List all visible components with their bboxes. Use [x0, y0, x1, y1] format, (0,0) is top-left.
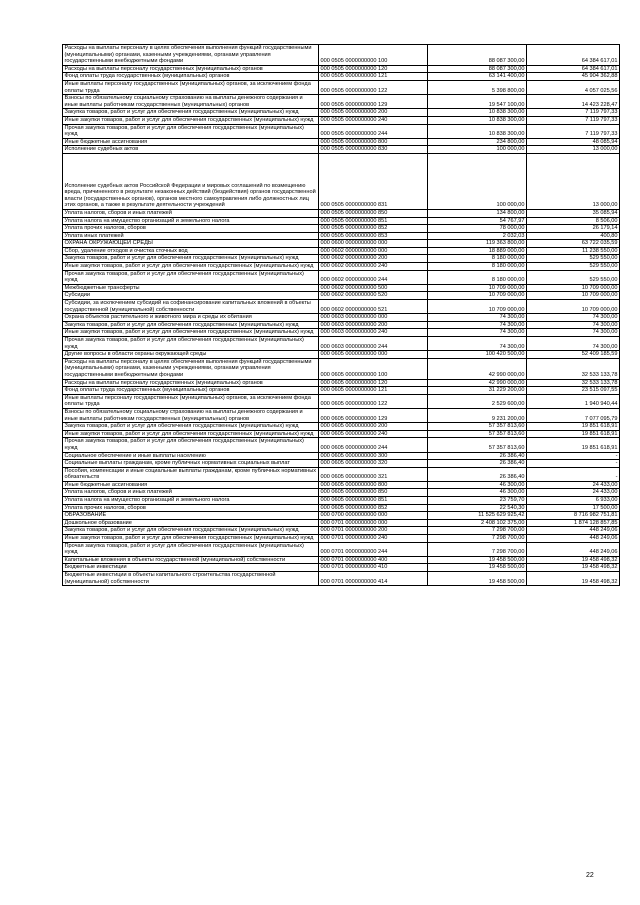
row-code: 000 0505 0000000000 852 — [319, 225, 428, 233]
row-plan-amount: 19 458 500,00 — [428, 556, 527, 564]
row-plan-amount: 88 087 300,00 — [428, 45, 527, 66]
row-actual-amount: - — [527, 452, 620, 460]
row-plan-amount: 18 889 000,00 — [428, 247, 527, 255]
table-row — [63, 255, 620, 263]
table-row — [63, 80, 620, 94]
row-code: 000 0605 0000000000 240 — [319, 430, 428, 438]
row-actual-amount: 74 300,00 — [527, 329, 620, 337]
row-actual-amount: 19 458 498,32 — [527, 556, 620, 564]
row-plan-amount: 63 141 400,00 — [428, 73, 527, 81]
row-actual-amount: 64 384 617,01 — [527, 45, 620, 66]
table-row — [63, 138, 620, 146]
table-body — [63, 45, 620, 586]
row-plan-amount: 26 386,40 — [428, 460, 527, 468]
row-actual-amount: 8 506,00 — [527, 217, 620, 225]
row-actual-amount: 529 550,00 — [527, 270, 620, 284]
row-actual-amount: 19 851 618,91 — [527, 423, 620, 431]
table-row — [63, 430, 620, 438]
table-row — [63, 497, 620, 505]
row-plan-amount: 100 420 500,00 — [428, 351, 527, 359]
row-plan-amount: 8 180 000,00 — [428, 255, 527, 263]
row-name: Дошкольное образование — [63, 519, 319, 527]
row-code: 000 0605 0000000000 850 — [319, 489, 428, 497]
table-row — [63, 232, 620, 240]
row-plan-amount: 234 800,00 — [428, 138, 527, 146]
row-code: 000 0505 0000000000 830 — [319, 146, 428, 154]
row-actual-amount: 14 423 228,47 — [527, 95, 620, 109]
row-code: 000 0605 0000000000 300 — [319, 452, 428, 460]
table-row — [63, 358, 620, 379]
table-row — [63, 240, 620, 248]
row-plan-amount: 7 298 700,00 — [428, 527, 527, 535]
row-name: Иные закупки товаров, работ и услуг для обеспечения государственных (муниципальных) нужд — [63, 430, 319, 438]
row-name: Уплата иных платежей — [63, 232, 319, 240]
row-name: ОХРАНА ОКРУЖАЮЩЕЙ СРЕДЫ — [63, 240, 319, 248]
row-code: 000 0505 0000000000 831 — [319, 153, 428, 209]
row-name: Иные закупки товаров, работ и услуг для обеспечения государственных (муниципальных) нужд — [63, 116, 319, 124]
row-code: 000 0602 0000000000 500 — [319, 284, 428, 292]
row-actual-amount: 19 851 618,91 — [527, 438, 620, 452]
row-actual-amount: 1 940 940,44 — [527, 394, 620, 408]
row-plan-amount: 10 709 000,00 — [428, 292, 527, 300]
row-plan-amount: 74 300,00 — [428, 321, 527, 329]
row-actual-amount: 400,80 — [527, 232, 620, 240]
row-actual-amount: - — [527, 460, 620, 468]
row-name: Взносы по обязательному социальному страхованию на выплаты денежного содержания и иные выплаты работникам государственных (муниципальных) органов — [63, 408, 319, 422]
row-plan-amount: 8 180 000,00 — [428, 270, 527, 284]
row-code: 000 0605 0000000000 100 — [319, 358, 428, 379]
row-actual-amount: 19 851 618,91 — [527, 430, 620, 438]
row-actual-amount: 23 515 097,55 — [527, 387, 620, 395]
table-row — [63, 300, 620, 314]
row-name: Субсидии — [63, 292, 319, 300]
table-row — [63, 146, 620, 154]
row-code: 000 0602 0000000000 244 — [319, 270, 428, 284]
row-actual-amount: 6 933,00 — [527, 497, 620, 505]
row-name: Межбюджетные трансферты — [63, 284, 319, 292]
row-actual-amount: 45 904 362,88 — [527, 73, 620, 81]
row-name: Закупка товаров, работ и услуг для обеспечения государственных (муниципальных) нужд — [63, 109, 319, 117]
row-actual-amount: 448 249,06 — [527, 527, 620, 535]
row-name: Субсидии, за исключением субсидий на софинансирование капитальных вложений в объекты государственной (муниципальной) собственности — [63, 300, 319, 314]
row-code: 000 0605 0000000000 000 — [319, 351, 428, 359]
row-code: 000 0701 0000000000 000 — [319, 519, 428, 527]
table-row — [63, 329, 620, 337]
row-actual-amount: 13 000,00 — [527, 146, 620, 154]
row-plan-amount: 42 990 000,00 — [428, 379, 527, 387]
table-row — [63, 124, 620, 138]
table-row — [63, 467, 620, 481]
row-code: 000 0605 0000000000 800 — [319, 481, 428, 489]
row-actual-amount: 4 057 025,56 — [527, 80, 620, 94]
row-code: 000 0505 0000000000 800 — [319, 138, 428, 146]
row-actual-amount: 529 550,00 — [527, 255, 620, 263]
row-code: 000 0605 0000000000 321 — [319, 467, 428, 481]
row-actual-amount: 24 433,00 — [527, 481, 620, 489]
row-code: 000 0605 0000000000 120 — [319, 379, 428, 387]
row-plan-amount: 31 229 200,00 — [428, 387, 527, 395]
row-code: 000 0505 0000000000 129 — [319, 95, 428, 109]
table-row — [63, 209, 620, 217]
row-actual-amount: 1 874 128 857,85 — [527, 519, 620, 527]
row-code: 000 0505 0000000000 240 — [319, 116, 428, 124]
row-name: Закупка товаров, работ и услуг для обеспечения государственных (муниципальных) нужд — [63, 527, 319, 535]
table-row — [63, 284, 620, 292]
row-name: Уплата налога на имущество организаций и земельного налога — [63, 217, 319, 225]
table-row — [63, 512, 620, 520]
row-actual-amount: 7 119 797,33 — [527, 124, 620, 138]
row-code: 000 0605 0000000000 244 — [319, 438, 428, 452]
row-name: Расходы на выплаты персоналу в целях обеспечения выполнения функций государственными (муниципальными) органами, казенными учреждениями, органами управления государственными внебюджетными фондами — [63, 358, 319, 379]
row-actual-amount: 74 300,00 — [527, 314, 620, 322]
row-actual-amount: 48 085,94 — [527, 138, 620, 146]
row-code: 000 0603 0000000000 240 — [319, 329, 428, 337]
row-code: 000 0602 0000000000 521 — [319, 300, 428, 314]
table-row — [63, 438, 620, 452]
table-row — [63, 153, 620, 209]
row-name: Фонд оплаты труда государственных (муниципальных) органов — [63, 73, 319, 81]
row-plan-amount: 74 300,00 — [428, 329, 527, 337]
row-code: 000 0605 0000000000 129 — [319, 408, 428, 422]
row-actual-amount: 74 300,00 — [527, 337, 620, 351]
row-name: Уплата прочих налогов, сборов — [63, 504, 319, 512]
table-row — [63, 556, 620, 564]
row-code: 000 0602 0000000000 240 — [319, 263, 428, 271]
row-plan-amount: 10 838 300,00 — [428, 124, 527, 138]
row-plan-amount: 74 300,00 — [428, 314, 527, 322]
row-plan-amount: 10 709 000,00 — [428, 284, 527, 292]
row-plan-amount: 10 838 300,00 — [428, 116, 527, 124]
row-actual-amount: 52 409 185,59 — [527, 351, 620, 359]
row-plan-amount: 7 298 700,00 — [428, 535, 527, 543]
table-row — [63, 394, 620, 408]
row-name: Другие вопросы в области охраны окружающей среды — [63, 351, 319, 359]
row-plan-amount: 42 990 000,00 — [428, 358, 527, 379]
row-name: Прочая закупка товаров, работ и услуг для обеспечения государственных (муниципальных) нужд — [63, 337, 319, 351]
row-plan-amount: 57 357 813,60 — [428, 438, 527, 452]
row-actual-amount: 11 238 550,00 — [527, 247, 620, 255]
table-row — [63, 321, 620, 329]
budget-expenditure-table — [62, 44, 620, 586]
row-actual-amount: 32 533 133,78 — [527, 358, 620, 379]
table-row — [63, 225, 620, 233]
table-row — [63, 527, 620, 535]
row-plan-amount: 54 767,97 — [428, 217, 527, 225]
row-actual-amount: 529 550,00 — [527, 263, 620, 271]
row-actual-amount: 7 119 797,33 — [527, 109, 620, 117]
row-plan-amount: 100 000,00 — [428, 146, 527, 154]
table-row — [63, 263, 620, 271]
row-plan-amount: 134 800,00 — [428, 209, 527, 217]
table-row — [63, 45, 620, 66]
row-name: Иные выплаты персоналу государственных (муниципальных) органов, за исключением фонда оплаты труда — [63, 394, 319, 408]
row-code: 000 0701 0000000000 410 — [319, 564, 428, 572]
row-plan-amount: 19 458 500,00 — [428, 572, 527, 586]
row-code: 000 0605 0000000000 852 — [319, 504, 428, 512]
row-name: Уплата налогов, сборов и иных платежей — [63, 209, 319, 217]
row-code: 000 0605 0000000000 320 — [319, 460, 428, 468]
table-row — [63, 109, 620, 117]
table-row — [63, 65, 620, 73]
row-name: Иные закупки товаров, работ и услуг для обеспечения государственных (муниципальных) нужд — [63, 329, 319, 337]
row-actual-amount: 10 709 000,00 — [527, 292, 620, 300]
row-name: Сбор, удаление отходов и очистка сточных вод — [63, 247, 319, 255]
table-row — [63, 460, 620, 468]
row-code: 000 0505 0000000000 100 — [319, 45, 428, 66]
table-row — [63, 481, 620, 489]
row-actual-amount: - — [527, 467, 620, 481]
table-row — [63, 247, 620, 255]
row-name: Прочая закупка товаров, работ и услуг для обеспечения государственных (муниципальных) нужд — [63, 542, 319, 556]
row-actual-amount: 10 709 000,00 — [527, 300, 620, 314]
row-code: 000 0701 0000000000 200 — [319, 527, 428, 535]
table-row — [63, 217, 620, 225]
row-actual-amount: 24 433,00 — [527, 489, 620, 497]
row-plan-amount: 78 000,00 — [428, 225, 527, 233]
table-row — [63, 519, 620, 527]
row-plan-amount: 2 032,03 — [428, 232, 527, 240]
row-code: 000 0605 0000000000 121 — [319, 387, 428, 395]
table-row — [63, 337, 620, 351]
row-code: 000 0701 0000000000 240 — [319, 535, 428, 543]
row-plan-amount: 8 180 000,00 — [428, 263, 527, 271]
row-name: Капитальные вложения в объекты государственной (муниципальной) собственности — [63, 556, 319, 564]
row-code: 000 0605 0000000000 851 — [319, 497, 428, 505]
row-code: 000 0600 0000000000 000 — [319, 240, 428, 248]
table-row — [63, 542, 620, 556]
row-code: 000 0605 0000000000 122 — [319, 394, 428, 408]
row-code: 000 0505 0000000000 200 — [319, 109, 428, 117]
row-name: Уплата налога на имущество организаций и земельного налога — [63, 497, 319, 505]
row-code: 000 0701 0000000000 244 — [319, 542, 428, 556]
row-name: Иные выплаты персоналу государственных (муниципальных) органов, за исключением фонда оплаты труда — [63, 80, 319, 94]
row-actual-amount: 26 179,14 — [527, 225, 620, 233]
row-name: Иные бюджетные ассигнования — [63, 481, 319, 489]
row-code: 000 0505 0000000000 121 — [319, 73, 428, 81]
row-actual-amount: 35 085,94 — [527, 209, 620, 217]
row-code: 000 0700 0000000000 000 — [319, 512, 428, 520]
row-plan-amount: 57 357 813,60 — [428, 430, 527, 438]
row-actual-amount: 448 249,06 — [527, 542, 620, 556]
row-plan-amount: 57 357 813,60 — [428, 423, 527, 431]
row-code: 000 0505 0000000000 853 — [319, 232, 428, 240]
row-plan-amount: 88 087 300,00 — [428, 65, 527, 73]
row-plan-amount: 23 759,70 — [428, 497, 527, 505]
row-name: Бюджетные инвестиции в объекты капитального строительства государственной (муниципальной) собственности — [63, 572, 319, 586]
row-plan-amount: 119 363 800,00 — [428, 240, 527, 248]
row-code: 000 0505 0000000000 120 — [319, 65, 428, 73]
row-plan-amount: 74 300,00 — [428, 337, 527, 351]
row-plan-amount: 100 000,00 — [428, 153, 527, 209]
row-name: Иные закупки товаров, работ и услуг для обеспечения государственных (муниципальных) нужд — [63, 263, 319, 271]
row-name: Иные закупки товаров, работ и услуг для обеспечения государственных (муниципальных) нужд — [63, 535, 319, 543]
row-actual-amount: 448 249,06 — [527, 535, 620, 543]
row-code: 000 0505 0000000000 851 — [319, 217, 428, 225]
row-code: 000 0602 0000000000 520 — [319, 292, 428, 300]
row-actual-amount: 32 533 133,78 — [527, 379, 620, 387]
row-actual-amount: 19 458 498,32 — [527, 572, 620, 586]
row-name: Взносы по обязательному социальному страхованию на выплаты денежного содержания и иные выплаты работникам государственных (муниципальных) органов — [63, 95, 319, 109]
row-name: Иные бюджетные ассигнования — [63, 138, 319, 146]
row-name: Закупка товаров, работ и услуг для обеспечения государственных (муниципальных) нужд — [63, 255, 319, 263]
row-name: Бюджетные инвестиции — [63, 564, 319, 572]
row-actual-amount: 64 384 617,01 — [527, 65, 620, 73]
row-code: 000 0505 0000000000 244 — [319, 124, 428, 138]
row-code: 000 0603 0000000000 244 — [319, 337, 428, 351]
row-code: 000 0603 0000000000 000 — [319, 314, 428, 322]
row-actual-amount: 7 077 095,79 — [527, 408, 620, 422]
row-plan-amount: 19 547 100,00 — [428, 95, 527, 109]
row-plan-amount: 19 458 500,00 — [428, 564, 527, 572]
row-plan-amount: 2 408 102 375,00 — [428, 519, 527, 527]
table-row — [63, 408, 620, 422]
row-name: Социальные выплаты гражданам, кроме публичных нормативных социальных выплат — [63, 460, 319, 468]
row-code: 000 0603 0000000000 200 — [319, 321, 428, 329]
row-name: Закупка товаров, работ и услуг для обеспечения государственных (муниципальных) нужд — [63, 321, 319, 329]
row-name: Прочая закупка товаров, работ и услуг для обеспечения государственных (муниципальных) нужд — [63, 438, 319, 452]
row-plan-amount: 46 300,00 — [428, 481, 527, 489]
row-code: 000 0605 0000000000 200 — [319, 423, 428, 431]
row-plan-amount: 26 386,40 — [428, 467, 527, 481]
row-code: 000 0602 0000000000 200 — [319, 255, 428, 263]
row-name: Уплата прочих налогов, сборов — [63, 225, 319, 233]
table-row — [63, 387, 620, 395]
row-name: Расходы на выплаты персоналу в целях обеспечения выполнения функций государственными (муниципальными) органами, казенными учреждениями, органами управления государственными внебюджетными фондами — [63, 45, 319, 66]
page-number: 22 — [586, 872, 594, 879]
row-actual-amount: 74 300,00 — [527, 321, 620, 329]
row-plan-amount: 7 298 700,00 — [428, 542, 527, 556]
row-plan-amount: 9 231 200,00 — [428, 408, 527, 422]
table-row — [63, 116, 620, 124]
row-name: ОБРАЗОВАНИЕ — [63, 512, 319, 520]
row-name: Социальное обеспечение и иные выплаты населению — [63, 452, 319, 460]
row-plan-amount: 2 529 600,00 — [428, 394, 527, 408]
row-name: Закупка товаров, работ и услуг для обеспечения государственных (муниципальных) нужд — [63, 423, 319, 431]
table-row — [63, 564, 620, 572]
row-name: Прочая закупка товаров, работ и услуг для обеспечения государственных (муниципальных) нужд — [63, 270, 319, 284]
row-name: Расходы на выплаты персоналу государственных (муниципальных) органов — [63, 65, 319, 73]
row-actual-amount: 17 500,00 — [527, 504, 620, 512]
row-name: Пособия, компенсации и иные социальные выплаты гражданам, кроме публичных нормативных обязательств — [63, 467, 319, 481]
table-row — [63, 270, 620, 284]
table-row — [63, 379, 620, 387]
row-plan-amount: 26 386,40 — [428, 452, 527, 460]
table-row — [63, 452, 620, 460]
table-row — [63, 489, 620, 497]
row-name: Уплата налогов, сборов и иных платежей — [63, 489, 319, 497]
row-actual-amount: 10 709 000,00 — [527, 284, 620, 292]
row-actual-amount: 8 716 982 751,81 — [527, 512, 620, 520]
row-name: Исполнение судебных актов — [63, 146, 319, 154]
row-plan-amount: 5 398 800,00 — [428, 80, 527, 94]
table-row — [63, 292, 620, 300]
row-actual-amount: 13 000,00 — [527, 153, 620, 209]
row-code: 000 0505 0000000000 850 — [319, 209, 428, 217]
row-plan-amount: 11 525 629 925,42 — [428, 512, 527, 520]
table-row — [63, 73, 620, 81]
row-actual-amount: 63 722 035,59 — [527, 240, 620, 248]
row-actual-amount: 7 119 797,33 — [527, 116, 620, 124]
row-plan-amount: 22 540,30 — [428, 504, 527, 512]
table-row — [63, 95, 620, 109]
row-code: 000 0701 0000000000 400 — [319, 556, 428, 564]
row-name: Охрана объектов растительного и животного мира и среды их обитания — [63, 314, 319, 322]
table-row — [63, 504, 620, 512]
table-row — [63, 572, 620, 586]
row-name: Прочая закупка товаров, работ и услуг для обеспечения государственных (муниципальных) нужд — [63, 124, 319, 138]
row-name: Исполнение судебных актов Российской Федерации и мировых соглашений по возмещению вреда, причиненного в результате незаконных действий (бездействия) органов государственной власти (государственных органов), органов местного самоуправления либо должностных лиц этих органов, а также в результате деятельности учреждений — [63, 153, 319, 209]
row-code: 000 0602 0000000000 000 — [319, 247, 428, 255]
table-row — [63, 314, 620, 322]
table-row — [63, 423, 620, 431]
row-name: Фонд оплаты труда государственных (муниципальных) органов — [63, 387, 319, 395]
row-plan-amount: 10 838 300,00 — [428, 109, 527, 117]
table-row — [63, 535, 620, 543]
table-row — [63, 351, 620, 359]
row-actual-amount: 19 458 498,32 — [527, 564, 620, 572]
row-plan-amount: 10 709 000,00 — [428, 300, 527, 314]
row-code: 000 0505 0000000000 122 — [319, 80, 428, 94]
row-plan-amount: 46 300,00 — [428, 489, 527, 497]
row-name: Расходы на выплаты персоналу государственных (муниципальных) органов — [63, 379, 319, 387]
row-code: 000 0701 0000000000 414 — [319, 572, 428, 586]
